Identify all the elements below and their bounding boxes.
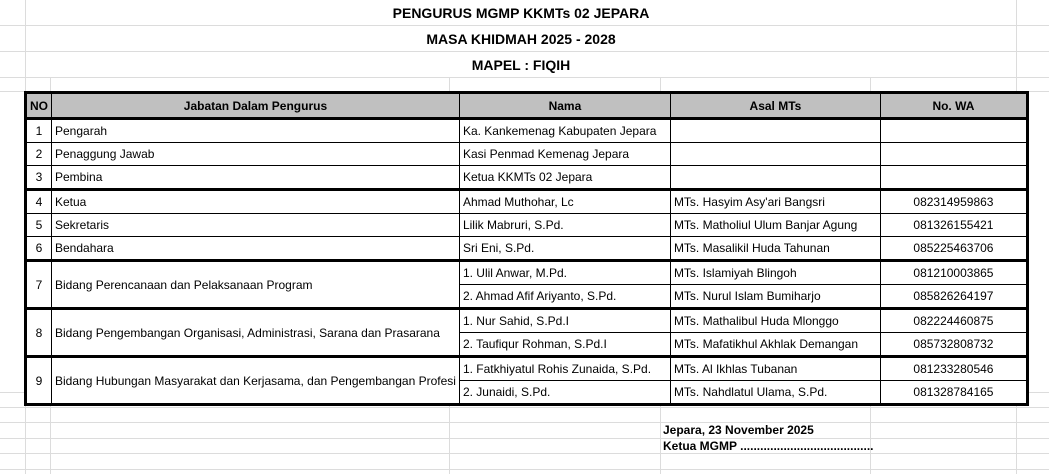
cell-asal[interactable]: MTs. Hasyim Asy'ari Bangsri xyxy=(670,190,880,214)
cell-nama[interactable]: Ketua KKMTs 02 Jepara xyxy=(459,166,670,190)
cell-asal[interactable] xyxy=(670,119,880,143)
table-row xyxy=(26,309,1028,333)
col-header-wa[interactable]: No. WA xyxy=(880,93,1027,119)
cell-asal[interactable]: MTs. Islamiyah Blingoh xyxy=(670,261,880,285)
table-row xyxy=(26,261,1028,285)
cell-nama[interactable]: Ka. Kankemenag Kabupaten Jepara xyxy=(459,119,670,143)
cell-nama[interactable]: Kasi Penmad Kemenag Jepara xyxy=(459,143,670,166)
cell-jabatan[interactable]: Pembina xyxy=(52,166,460,190)
cell-wa[interactable] xyxy=(880,166,1027,190)
cell-jabatan[interactable]: Sekretaris xyxy=(52,214,460,237)
cell-nama[interactable]: Ahmad Muthohar, Lc xyxy=(459,190,670,214)
cell-asal[interactable]: MTs. Mathalibul Huda Mlonggo xyxy=(670,309,880,333)
signature-place-date[interactable]: Jepara, 23 November 2025 xyxy=(663,423,814,437)
table-row xyxy=(26,237,1028,261)
cell-wa[interactable]: 081328784165 xyxy=(880,381,1027,405)
table-row xyxy=(26,166,1028,190)
cell-jabatan[interactable]: Ketua xyxy=(52,190,460,214)
col-header-asal[interactable]: Asal MTs xyxy=(670,93,880,119)
cell-nama[interactable]: 1. Ulil Anwar, M.Pd. xyxy=(459,261,670,285)
cell-wa[interactable] xyxy=(880,143,1027,166)
cell-wa[interactable]: 081326155421 xyxy=(880,214,1027,237)
cell-asal[interactable]: MTs. Al Ikhlas Tubanan xyxy=(670,357,880,381)
cell-jabatan[interactable]: Bidang Pengembangan Organisasi, Administrasi, Sarana dan Prasarana xyxy=(52,309,460,357)
table-header-row xyxy=(26,93,1028,119)
cell-asal[interactable]: MTs. Nurul Islam Bumiharjo xyxy=(670,285,880,309)
cell-nama[interactable]: Lilik Mabruri, S.Pd. xyxy=(459,214,670,237)
cell-no[interactable]: 7 xyxy=(26,261,52,309)
cell-asal[interactable]: MTs. Nahdlatul Ulama, S.Pd. xyxy=(670,381,880,405)
cell-wa[interactable]: 082314959863 xyxy=(880,190,1027,214)
cell-asal[interactable]: MTs. Matholiul Ulum Banjar Agung xyxy=(670,214,880,237)
table-row xyxy=(26,143,1028,166)
cell-asal[interactable] xyxy=(670,143,880,166)
cell-nama[interactable]: 1. Fatkhiyatul Rohis Zunaida, S.Pd. xyxy=(459,357,670,381)
cell-no[interactable]: 8 xyxy=(26,309,52,357)
cell-jabatan[interactable]: Bidang Hubungan Masyarakat dan Kerjasama, dan Pengembangan Profesi xyxy=(52,357,460,405)
cell-nama[interactable]: 2. Junaidi, S.Pd. xyxy=(459,381,670,405)
cell-jabatan[interactable]: Penaggung Jawab xyxy=(52,143,460,166)
cell-jabatan[interactable]: Bendahara xyxy=(52,237,460,261)
table-row xyxy=(26,357,1028,381)
cell-wa[interactable]: 081210003865 xyxy=(880,261,1027,285)
cell-asal[interactable] xyxy=(670,166,880,190)
cell-no[interactable]: 3 xyxy=(26,166,52,190)
cell-wa[interactable]: 082224460875 xyxy=(880,309,1027,333)
cell-no[interactable]: 1 xyxy=(26,119,52,143)
cell-nama[interactable]: 1. Nur Sahid, S.Pd.I xyxy=(459,309,670,333)
cell-asal[interactable]: MTs. Masalikil Huda Tahunan xyxy=(670,237,880,261)
cell-nama[interactable]: Sri Eni, S.Pd. xyxy=(459,237,670,261)
cell-nama[interactable]: 2. Ahmad Afif Ariyanto, S.Pd. xyxy=(459,285,670,309)
cell-wa[interactable]: 081233280546 xyxy=(880,357,1027,381)
signature-signer[interactable]: Ketua MGMP ........................................ xyxy=(663,439,874,453)
cell-jabatan[interactable]: Pengarah xyxy=(52,119,460,143)
table-row xyxy=(26,214,1028,237)
title-line-1: PENGURUS MGMP KKMTs 02 JEPARA xyxy=(392,5,650,21)
col-header-no[interactable]: NO xyxy=(26,93,52,119)
cell-wa[interactable]: 085732808732 xyxy=(880,333,1027,357)
cell-no[interactable]: 4 xyxy=(26,190,52,214)
title-line-2: MASA KHIDMAH 2025 - 2028 xyxy=(426,31,616,47)
table-row xyxy=(26,119,1028,143)
cell-no[interactable]: 5 xyxy=(26,214,52,237)
cell-wa[interactable] xyxy=(880,119,1027,143)
col-header-nama[interactable]: Nama xyxy=(459,93,670,119)
pengurus-table xyxy=(24,91,1029,406)
cell-no[interactable]: 2 xyxy=(26,143,52,166)
col-header-jabatan[interactable]: Jabatan Dalam Pengurus xyxy=(52,93,460,119)
cell-wa[interactable]: 085826264197 xyxy=(880,285,1027,309)
cell-asal[interactable]: MTs. Mafatikhul Akhlak Demangan xyxy=(670,333,880,357)
cell-no[interactable]: 9 xyxy=(26,357,52,405)
cell-nama[interactable]: 2. Taufiqur Rohman, S.Pd.I xyxy=(459,333,670,357)
cell-no[interactable]: 6 xyxy=(26,237,52,261)
table-row xyxy=(26,190,1028,214)
cell-wa[interactable]: 085225463706 xyxy=(880,237,1027,261)
title-line-3: MAPEL : FIQIH xyxy=(471,57,571,73)
cell-jabatan[interactable]: Bidang Perencanaan dan Pelaksanaan Program xyxy=(52,261,460,309)
